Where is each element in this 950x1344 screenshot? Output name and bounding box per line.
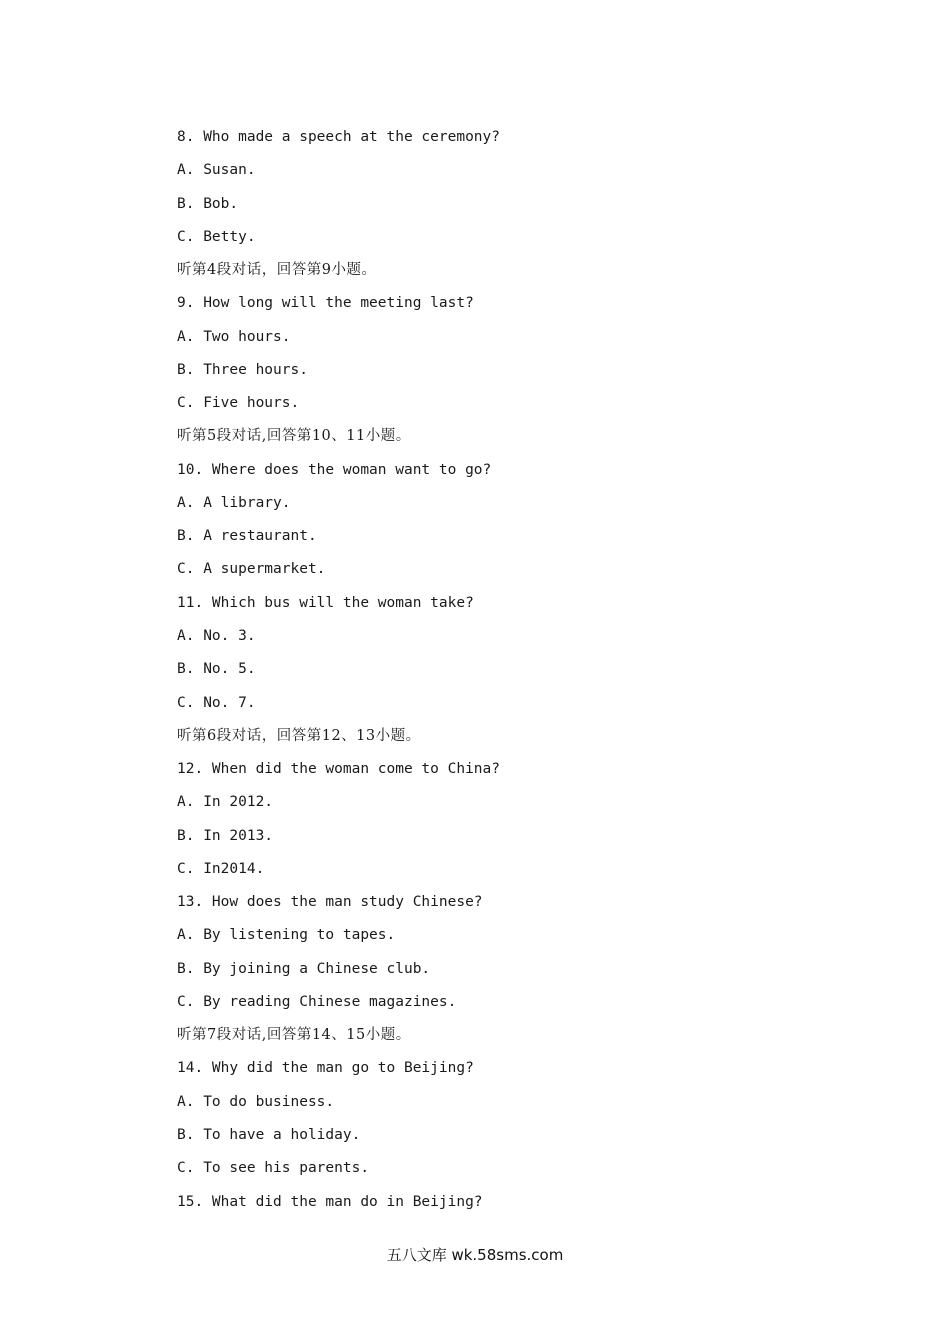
answer-option: B. Three hours. bbox=[177, 361, 308, 378]
answer-option: C. In2014. bbox=[177, 860, 265, 877]
answer-option: A. In 2012. bbox=[177, 794, 274, 811]
answer-option: A. Susan. bbox=[177, 162, 256, 179]
answer-option: B. A restaurant. bbox=[177, 528, 317, 545]
answer-option: B. To have a holiday. bbox=[177, 1126, 361, 1143]
question-text: 11. Which bus will the woman take? bbox=[177, 594, 474, 611]
answer-option: B. No. 5. bbox=[177, 661, 256, 678]
section-instruction: 听第7段对话,回答第14、15小题。 bbox=[177, 1027, 411, 1044]
answer-option: A. To do business. bbox=[177, 1093, 335, 1110]
question-text: 10. Where does the woman want to go? bbox=[177, 461, 492, 478]
answer-option: A. A library. bbox=[177, 494, 291, 511]
question-text: 15. What did the man do in Beijing? bbox=[177, 1193, 483, 1210]
answer-option: C. By reading Chinese magazines. bbox=[177, 993, 457, 1010]
answer-option: A. Two hours. bbox=[177, 328, 291, 345]
question-text: 13. How does the man study Chinese? bbox=[177, 894, 483, 911]
section-instruction: 听第5段对话,回答第10、11小题。 bbox=[177, 428, 411, 445]
question-text: 12. When did the woman come to China? bbox=[177, 761, 501, 778]
answer-option: C. To see his parents. bbox=[177, 1160, 370, 1177]
answer-option: A. By listening to tapes. bbox=[177, 927, 396, 944]
answer-option: C. Betty. bbox=[177, 228, 256, 245]
answer-option: C. A supermarket. bbox=[177, 561, 326, 578]
answer-option: C. Five hours. bbox=[177, 395, 300, 412]
answer-option: B. In 2013. bbox=[177, 827, 274, 844]
answer-option: C. No. 7. bbox=[177, 694, 256, 711]
question-text: 9. How long will the meeting last? bbox=[177, 295, 474, 312]
question-text: 14. Why did the man go to Beijing? bbox=[177, 1060, 474, 1077]
answer-option: B. By joining a Chinese club. bbox=[177, 960, 431, 977]
answer-option: B. Bob. bbox=[177, 195, 239, 212]
question-text: 8. Who made a speech at the ceremony? bbox=[177, 129, 501, 145]
answer-option: A. No. 3. bbox=[177, 627, 256, 644]
section-instruction: 听第4段对话，回答第9小题。 bbox=[177, 262, 377, 279]
document-body bbox=[177, 124, 877, 1222]
page-footer: 五八文库 wk.58sms.com bbox=[386, 1246, 564, 1264]
section-instruction: 听第6段对话，回答第12、13小题。 bbox=[177, 727, 421, 744]
